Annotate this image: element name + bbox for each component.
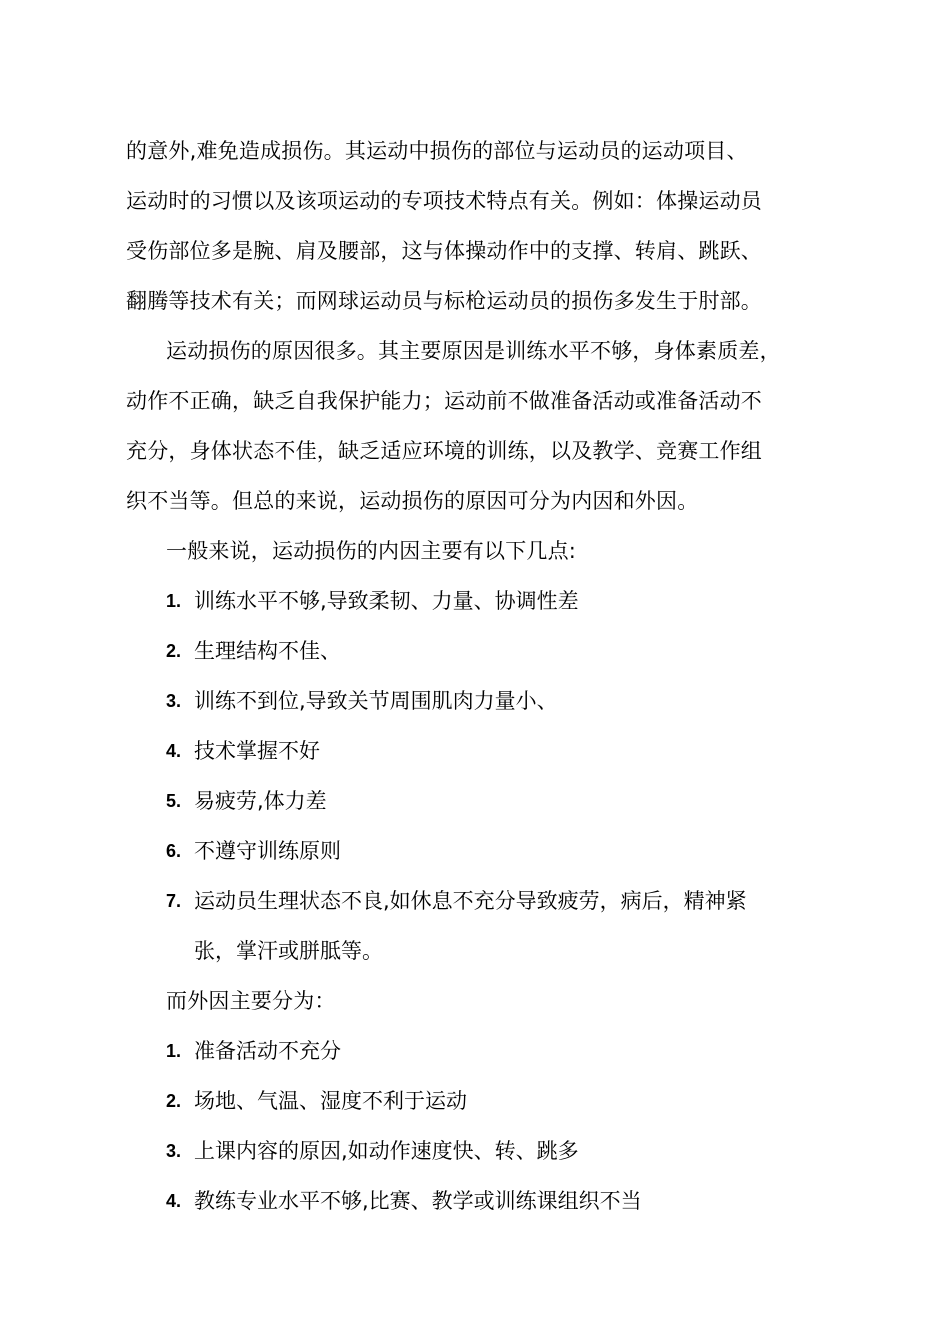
paragraph-line: 动作不正确，缺乏自我保护能力；运动前不做准备活动或准备活动不 [126, 389, 762, 413]
paragraph-line: 充分，身体状态不佳，缺乏适应环境的训练，以及教学、竞赛工作组 [126, 439, 762, 463]
paragraph-line: 运动时的习惯以及该项运动的专项技术特点有关。例如：体操运动员 [126, 189, 762, 213]
list-item [126, 1026, 816, 1076]
list-item [126, 826, 816, 876]
list-text-line: 运动员生理状态不良,如休息不充分导致疲劳，病后，精神紧 [194, 889, 747, 913]
list-text: 场地、气温、湿度不利于运动 [194, 1089, 467, 1113]
internal-causes-list [126, 576, 816, 976]
list-item [126, 1126, 816, 1176]
list-item [126, 676, 816, 726]
list-item [126, 726, 816, 776]
list-item [126, 576, 816, 626]
list-text [194, 876, 814, 976]
paragraph-line: 的意外,难免造成损伤。其运动中损伤的部位与运动员的运动项目、 [126, 139, 748, 163]
list-item [126, 876, 816, 976]
list-number: 5. [166, 791, 182, 811]
list-text: 教练专业水平不够,比赛、教学或训练课组织不当 [194, 1189, 642, 1213]
paragraph-injury-location [126, 126, 816, 326]
document-body [126, 126, 816, 1226]
list-number: 6. [166, 841, 182, 861]
list-text: 生理结构不佳、 [194, 639, 341, 663]
list-item [126, 776, 816, 826]
list-text: 上课内容的原因,如动作速度快、转、跳多 [194, 1139, 579, 1163]
list-item [126, 1076, 816, 1126]
list-text: 不遵守训练原则 [194, 839, 341, 863]
list-number: 7. [166, 891, 182, 911]
list-number: 1. [166, 591, 182, 611]
list-number: 1. [166, 1041, 182, 1061]
list-number: 4. [166, 741, 182, 761]
list-text: 易疲劳,体力差 [194, 789, 327, 813]
paragraph-injury-causes [126, 326, 816, 526]
paragraph-line: 翻腾等技术有关；而网球运动员与标枪运动员的损伤多发生于肘部。 [126, 289, 762, 313]
list-text-line: 张，掌汗或胼胝等。 [194, 939, 383, 963]
list-text: 训练不到位,导致关节周围肌肉力量小、 [194, 689, 558, 713]
list-text: 训练水平不够,导致柔韧、力量、协调性差 [194, 589, 579, 613]
list-text: 准备活动不充分 [194, 1039, 341, 1063]
paragraph-line: 织不当等。但总的来说，运动损伤的原因可分为内因和外因。 [126, 489, 699, 513]
list-number: 3. [166, 691, 182, 711]
list-number: 3. [166, 1141, 182, 1161]
internal-causes-intro: 一般来说，运动损伤的内因主要有以下几点: [166, 539, 577, 563]
list-text: 技术掌握不好 [194, 739, 320, 763]
list-number: 2. [166, 641, 182, 661]
paragraph-line: 受伤部位多是腕、肩及腰部，这与体操动作中的支撑、转肩、跳跃、 [126, 239, 762, 263]
external-causes-list [126, 1026, 816, 1226]
list-number: 4. [166, 1191, 182, 1211]
list-item [126, 626, 816, 676]
list-number: 2. [166, 1091, 182, 1111]
paragraph-line: 运动损伤的原因很多。其主要原因是训练水平不够，身体素质差， [166, 339, 781, 363]
external-causes-intro: 而外因主要分为： [166, 989, 336, 1013]
list-item [126, 1176, 816, 1226]
